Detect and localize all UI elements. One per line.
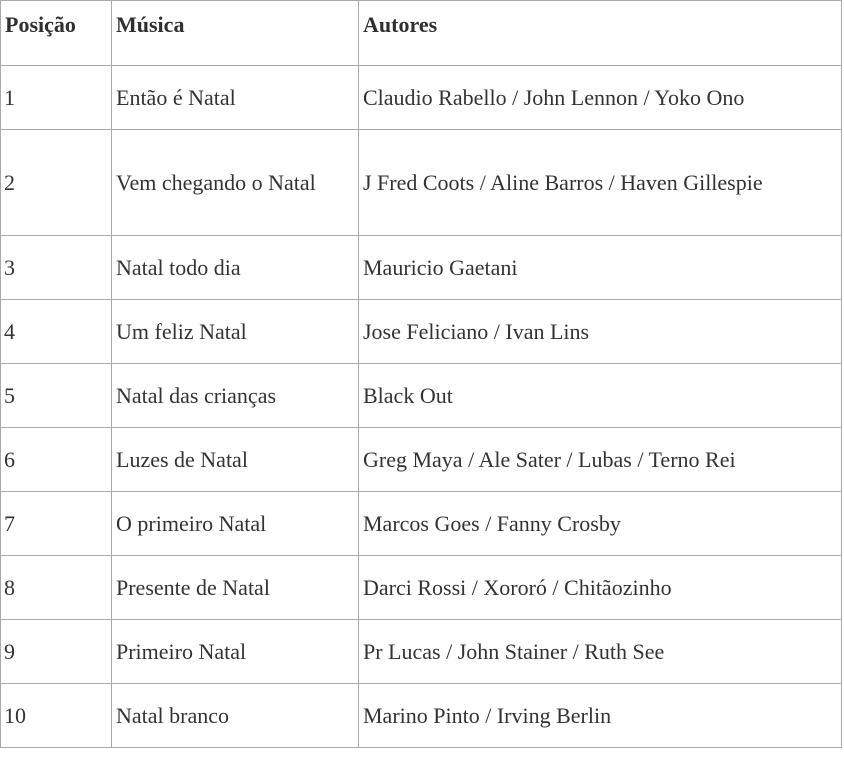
cell-authors: Jose Feliciano / Ivan Lins: [359, 300, 842, 364]
table-row: [1, 556, 842, 620]
cell-authors: Pr Lucas / John Stainer / Ruth See: [359, 620, 842, 684]
cell-authors: Darci Rossi / Xororó / Chitãozinho: [359, 556, 842, 620]
cell-song: Natal das crianças: [112, 364, 359, 428]
cell-position: 6: [1, 428, 112, 492]
cell-authors: Marcos Goes / Fanny Crosby: [359, 492, 842, 556]
table-row: [1, 620, 842, 684]
header-song: Música: [112, 1, 359, 66]
cell-position: 2: [1, 130, 112, 236]
cell-position: 7: [1, 492, 112, 556]
cell-song: Presente de Natal: [112, 556, 359, 620]
cell-position: 4: [1, 300, 112, 364]
cell-authors: J Fred Coots / Aline Barros / Haven Gillespie: [359, 130, 842, 236]
cell-position: 5: [1, 364, 112, 428]
cell-song: Um feliz Natal: [112, 300, 359, 364]
cell-song: Natal branco: [112, 684, 359, 748]
cell-position: 10: [1, 684, 112, 748]
cell-song: Vem chegando o Natal: [112, 130, 359, 236]
cell-authors: Mauricio Gaetani: [359, 236, 842, 300]
table-row: [1, 364, 842, 428]
table-row: [1, 300, 842, 364]
cell-song: Primeiro Natal: [112, 620, 359, 684]
table-row: [1, 492, 842, 556]
cell-position: 3: [1, 236, 112, 300]
table-row: [1, 428, 842, 492]
table-row: [1, 130, 842, 236]
cell-position: 8: [1, 556, 112, 620]
cell-authors: Greg Maya / Ale Sater / Lubas / Terno Rei: [359, 428, 842, 492]
cell-song: Então é Natal: [112, 66, 359, 130]
cell-song: Natal todo dia: [112, 236, 359, 300]
table-row: [1, 66, 842, 130]
cell-authors: Claudio Rabello / John Lennon / Yoko Ono: [359, 66, 842, 130]
table-header-row: [1, 1, 842, 66]
cell-position: 1: [1, 66, 112, 130]
cell-authors: Marino Pinto / Irving Berlin: [359, 684, 842, 748]
cell-song: Luzes de Natal: [112, 428, 359, 492]
cell-authors: Black Out: [359, 364, 842, 428]
header-position: Posição: [1, 1, 112, 66]
header-authors: Autores: [359, 1, 842, 66]
table-row: [1, 684, 842, 748]
cell-position: 9: [1, 620, 112, 684]
table-row: [1, 236, 842, 300]
cell-song: O primeiro Natal: [112, 492, 359, 556]
